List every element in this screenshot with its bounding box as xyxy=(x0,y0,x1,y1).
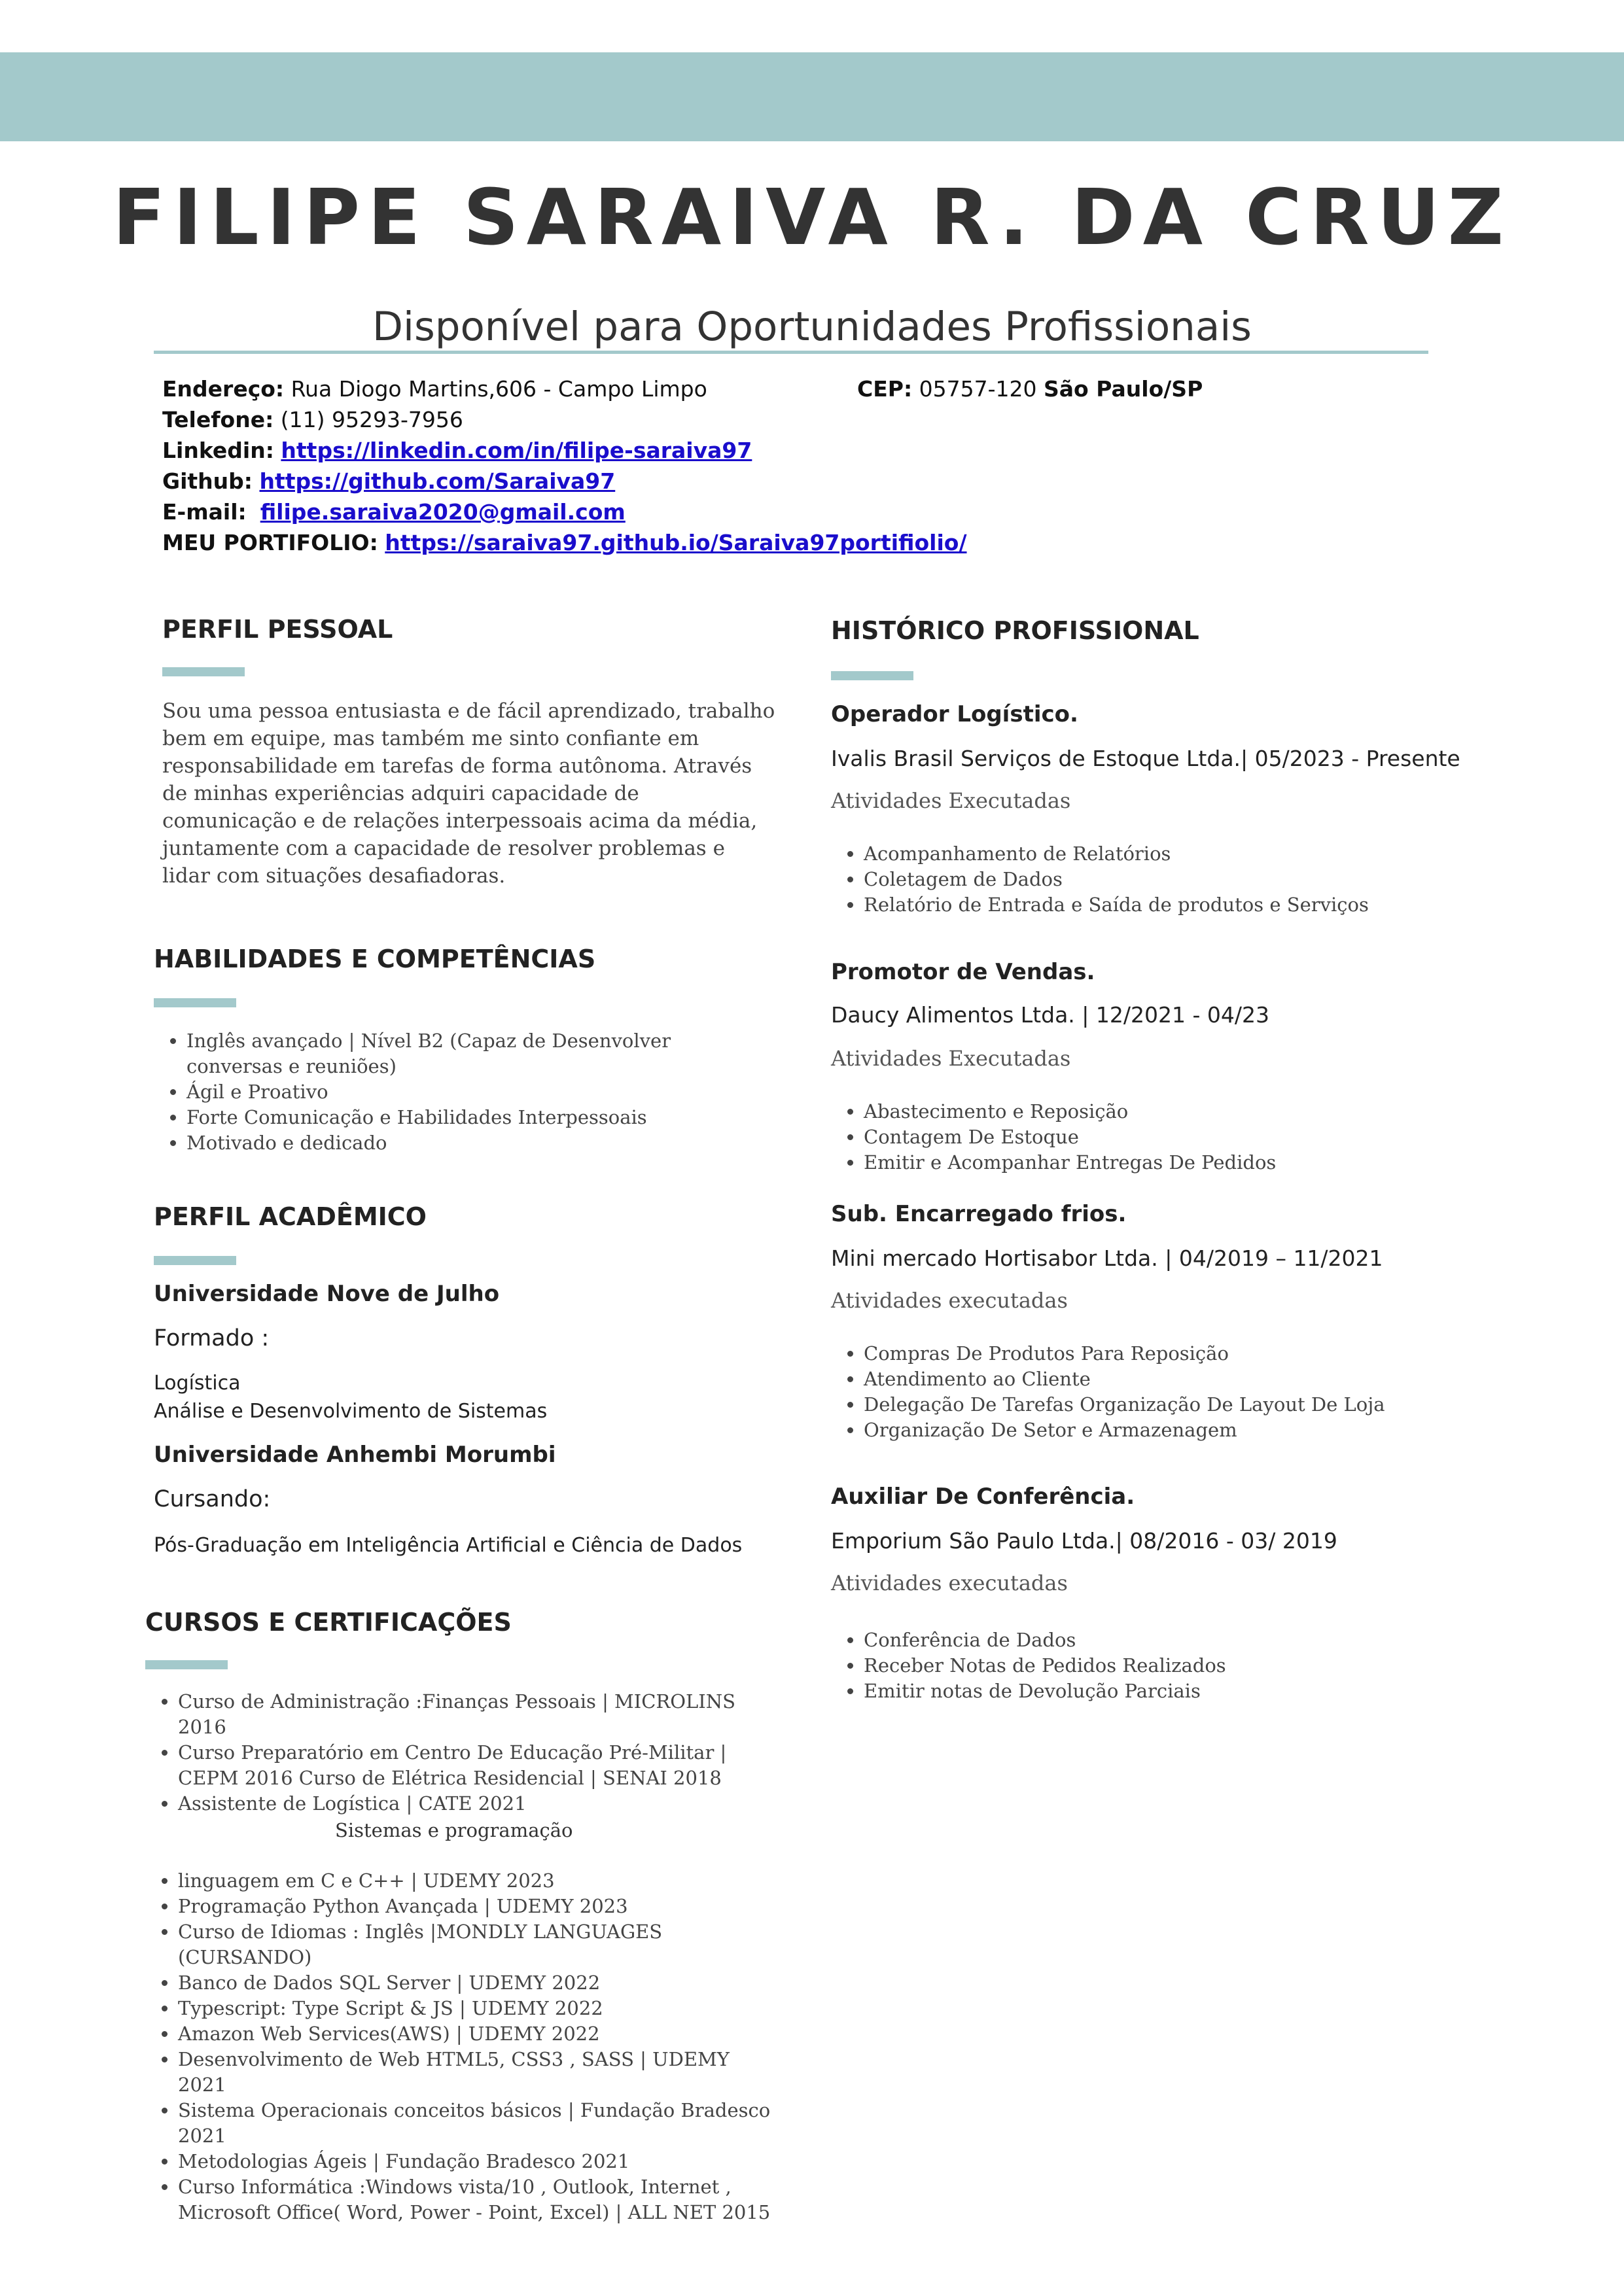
list-item: • Curso de Administração :Finanças Pessoais | MICROLINS 2016 xyxy=(178,1689,780,1740)
list-item: • Motivado e dedicado xyxy=(186,1130,710,1156)
academico-heading: PERFIL ACADÊMICO xyxy=(154,1202,427,1231)
list-item: • Forte Comunicação e Habilidades Interpessoais xyxy=(186,1105,710,1130)
cursos-subheading: Sistemas e programação xyxy=(335,1819,573,1841)
perfil-pessoal-heading: PERFIL PESSOAL xyxy=(162,615,393,644)
job-4-company: Emporium São Paulo Ltda.| 08/2016 - 03/ 2019 xyxy=(831,1528,1337,1554)
list-item: • Assistente de Logística | CATE 2021 xyxy=(178,1791,780,1817)
list-item: • Delegação De Tarefas Organização De Layout De Loja xyxy=(864,1392,1518,1418)
address-label: Endereço: xyxy=(162,376,285,402)
list-item: • Conferência de Dados xyxy=(864,1627,1518,1653)
header-divider xyxy=(154,351,1428,354)
university-2: Universidade Anhembi Morumbi xyxy=(154,1442,556,1468)
list-item: • Typescript: Type Script & JS | UDEMY 2022 xyxy=(178,1996,780,2021)
habilidades-list xyxy=(154,1028,710,1156)
job-1-company: Ivalis Brasil Serviços de Estoque Ltda.| 05/2023 - Presente xyxy=(831,746,1460,771)
header-band xyxy=(0,52,1624,141)
job-3-activities xyxy=(831,1341,1518,1443)
job-4-activities-label: Atividades executadas xyxy=(831,1571,1068,1595)
list-item: • Curso Preparatório em Centro De Educação Pré-Militar | CEPM 2016 Curso de Elétrica Residencial | SENAI 2018 xyxy=(178,1740,780,1791)
list-item: • Compras De Produtos Para Reposição xyxy=(864,1341,1518,1366)
university-1-course-2: Análise e Desenvolvimento de Sistemas xyxy=(154,1400,548,1423)
list-item: • Amazon Web Services(AWS) | UDEMY 2022 xyxy=(178,2021,780,2047)
university-1: Universidade Nove de Julho xyxy=(154,1281,500,1307)
job-3-company: Mini mercado Hortisabor Ltda. | 04/2019 – 11/2021 xyxy=(831,1245,1383,1271)
job-1-role: Operador Logístico. xyxy=(831,701,1078,727)
habilidades-heading: HABILIDADES E COMPETÊNCIAS xyxy=(154,945,596,973)
list-item: • Contagem De Estoque xyxy=(864,1124,1518,1150)
cep-row xyxy=(857,374,1203,404)
university-1-status: Formado : xyxy=(154,1325,270,1351)
list-item: • Banco de Dados SQL Server | UDEMY 2022 xyxy=(178,1970,780,1996)
list-item: • Coletagem de Dados xyxy=(864,867,1518,892)
job-2-role: Promotor de Vendas. xyxy=(831,959,1095,985)
job-2-activities xyxy=(831,1099,1518,1175)
cursos-list-1 xyxy=(145,1689,780,1817)
cep-label: CEP: xyxy=(857,376,913,402)
linkedin-link[interactable]: https://linkedin.com/in/filipe-saraiva97 xyxy=(281,438,752,463)
academico-accent xyxy=(154,1256,236,1265)
linkedin-row xyxy=(162,436,752,466)
phone-value: (11) 95293-7956 xyxy=(274,407,463,432)
list-item: • Acompanhamento de Relatórios xyxy=(864,841,1518,867)
list-item: • Emitir e Acompanhar Entregas De Pedidos xyxy=(864,1150,1518,1175)
list-item: • linguagem em C e C++ | UDEMY 2023 xyxy=(178,1868,780,1894)
city: São Paulo/SP xyxy=(1044,376,1203,402)
list-item: • Curso de Idiomas : Inglês |MONDLY LANGUAGES (CURSANDO) xyxy=(178,1919,780,1970)
job-2-activities-label: Atividades Executadas xyxy=(831,1046,1071,1071)
github-label: Github: xyxy=(162,468,253,494)
list-item: • Ágil e Proativo xyxy=(186,1079,710,1105)
github-row xyxy=(162,466,615,496)
email-link[interactable]: filipe.saraiva2020@gmail.com xyxy=(260,499,626,525)
perfil-pessoal-text: Sou uma pessoa entusiasta e de fácil aprendizado, trabalho bem em equipe, mas também me sinto confiante em responsabilidade em tarefas de forma autônoma. Através de minhas experiências adquiri capacidade de comunicação e de relações interpessoais acima da média, juntamente com a capacidade de resolver problemas e lidar com situações desafiadoras. xyxy=(162,699,775,888)
portfolio-row xyxy=(162,528,967,558)
github-link[interactable]: https://github.com/Saraiva97 xyxy=(259,468,616,494)
address-value: Rua Diogo Martins,606 - Campo Limpo xyxy=(284,376,707,402)
phone-row xyxy=(162,405,463,435)
email-label: E-mail: xyxy=(162,499,247,525)
list-item: • Desenvolvimento de Web HTML5, CSS3 , SASS | UDEMY 2021 xyxy=(178,2047,780,2098)
list-item: • Organização De Setor e Armazenagem xyxy=(864,1418,1518,1443)
cursos-heading: CURSOS E CERTIFICAÇÕES xyxy=(145,1608,512,1637)
university-2-status: Cursando: xyxy=(154,1486,271,1512)
list-item: • Atendimento ao Cliente xyxy=(864,1366,1518,1392)
list-item: • Metodologias Ágeis | Fundação Bradesco 2021 xyxy=(178,2149,780,2174)
phone-label: Telefone: xyxy=(162,407,274,432)
cep-value: 05757-120 xyxy=(912,376,1044,402)
address-row xyxy=(162,374,707,404)
list-item: • Curso Informática :Windows vista/10 , Outlook, Internet , Microsoft Office( Word, Power - Point, Excel) | ALL NET 2015 xyxy=(178,2174,780,2225)
candidate-name: FILIPE SARAIVA R. DA CRUZ xyxy=(112,172,1512,262)
habilidades-accent xyxy=(154,998,236,1007)
university-2-course: Pós-Graduação em Inteligência Artificial e Ciência de Dados xyxy=(154,1534,743,1557)
job-4-activities xyxy=(831,1627,1518,1704)
portfolio-link[interactable]: https://saraiva97.github.io/Saraiva97portifiolio/ xyxy=(385,530,967,555)
perfil-pessoal-accent xyxy=(162,667,245,676)
university-1-course-1: Logística xyxy=(154,1372,241,1395)
list-item: • Programação Python Avançada | UDEMY 2023 xyxy=(178,1894,780,1919)
linkedin-label: Linkedin: xyxy=(162,438,274,463)
list-item: • Relatório de Entrada e Saída de produtos e Serviços xyxy=(864,892,1518,918)
list-item: • Abastecimento e Reposição xyxy=(864,1099,1518,1124)
portfolio-label: MEU PORTIFOLIO: xyxy=(162,530,378,555)
job-3-role: Sub. Encarregado frios. xyxy=(831,1201,1127,1227)
job-1-activities-label: Atividades Executadas xyxy=(831,788,1071,813)
job-3-activities-label: Atividades executadas xyxy=(831,1288,1068,1313)
list-item: • Inglês avançado | Nível B2 (Capaz de Desenvolver conversas e reuniões) xyxy=(186,1028,710,1079)
historico-accent xyxy=(831,671,913,680)
job-2-company: Daucy Alimentos Ltda. | 12/2021 - 04/23 xyxy=(831,1002,1269,1028)
cursos-list-2 xyxy=(145,1868,780,2225)
list-item: • Sistema Operacionais conceitos básicos | Fundação Bradesco 2021 xyxy=(178,2098,780,2149)
email-row xyxy=(162,497,626,527)
job-4-role: Auxiliar De Conferência. xyxy=(831,1484,1135,1510)
list-item: • Emitir notas de Devolução Parciais xyxy=(864,1679,1518,1704)
historico-heading: HISTÓRICO PROFISSIONAL xyxy=(831,616,1199,645)
subtitle: Disponível para Oportunidades Profissionais xyxy=(372,304,1252,350)
cursos-accent xyxy=(145,1660,228,1669)
list-item: • Receber Notas de Pedidos Realizados xyxy=(864,1653,1518,1679)
job-1-activities xyxy=(831,841,1518,918)
